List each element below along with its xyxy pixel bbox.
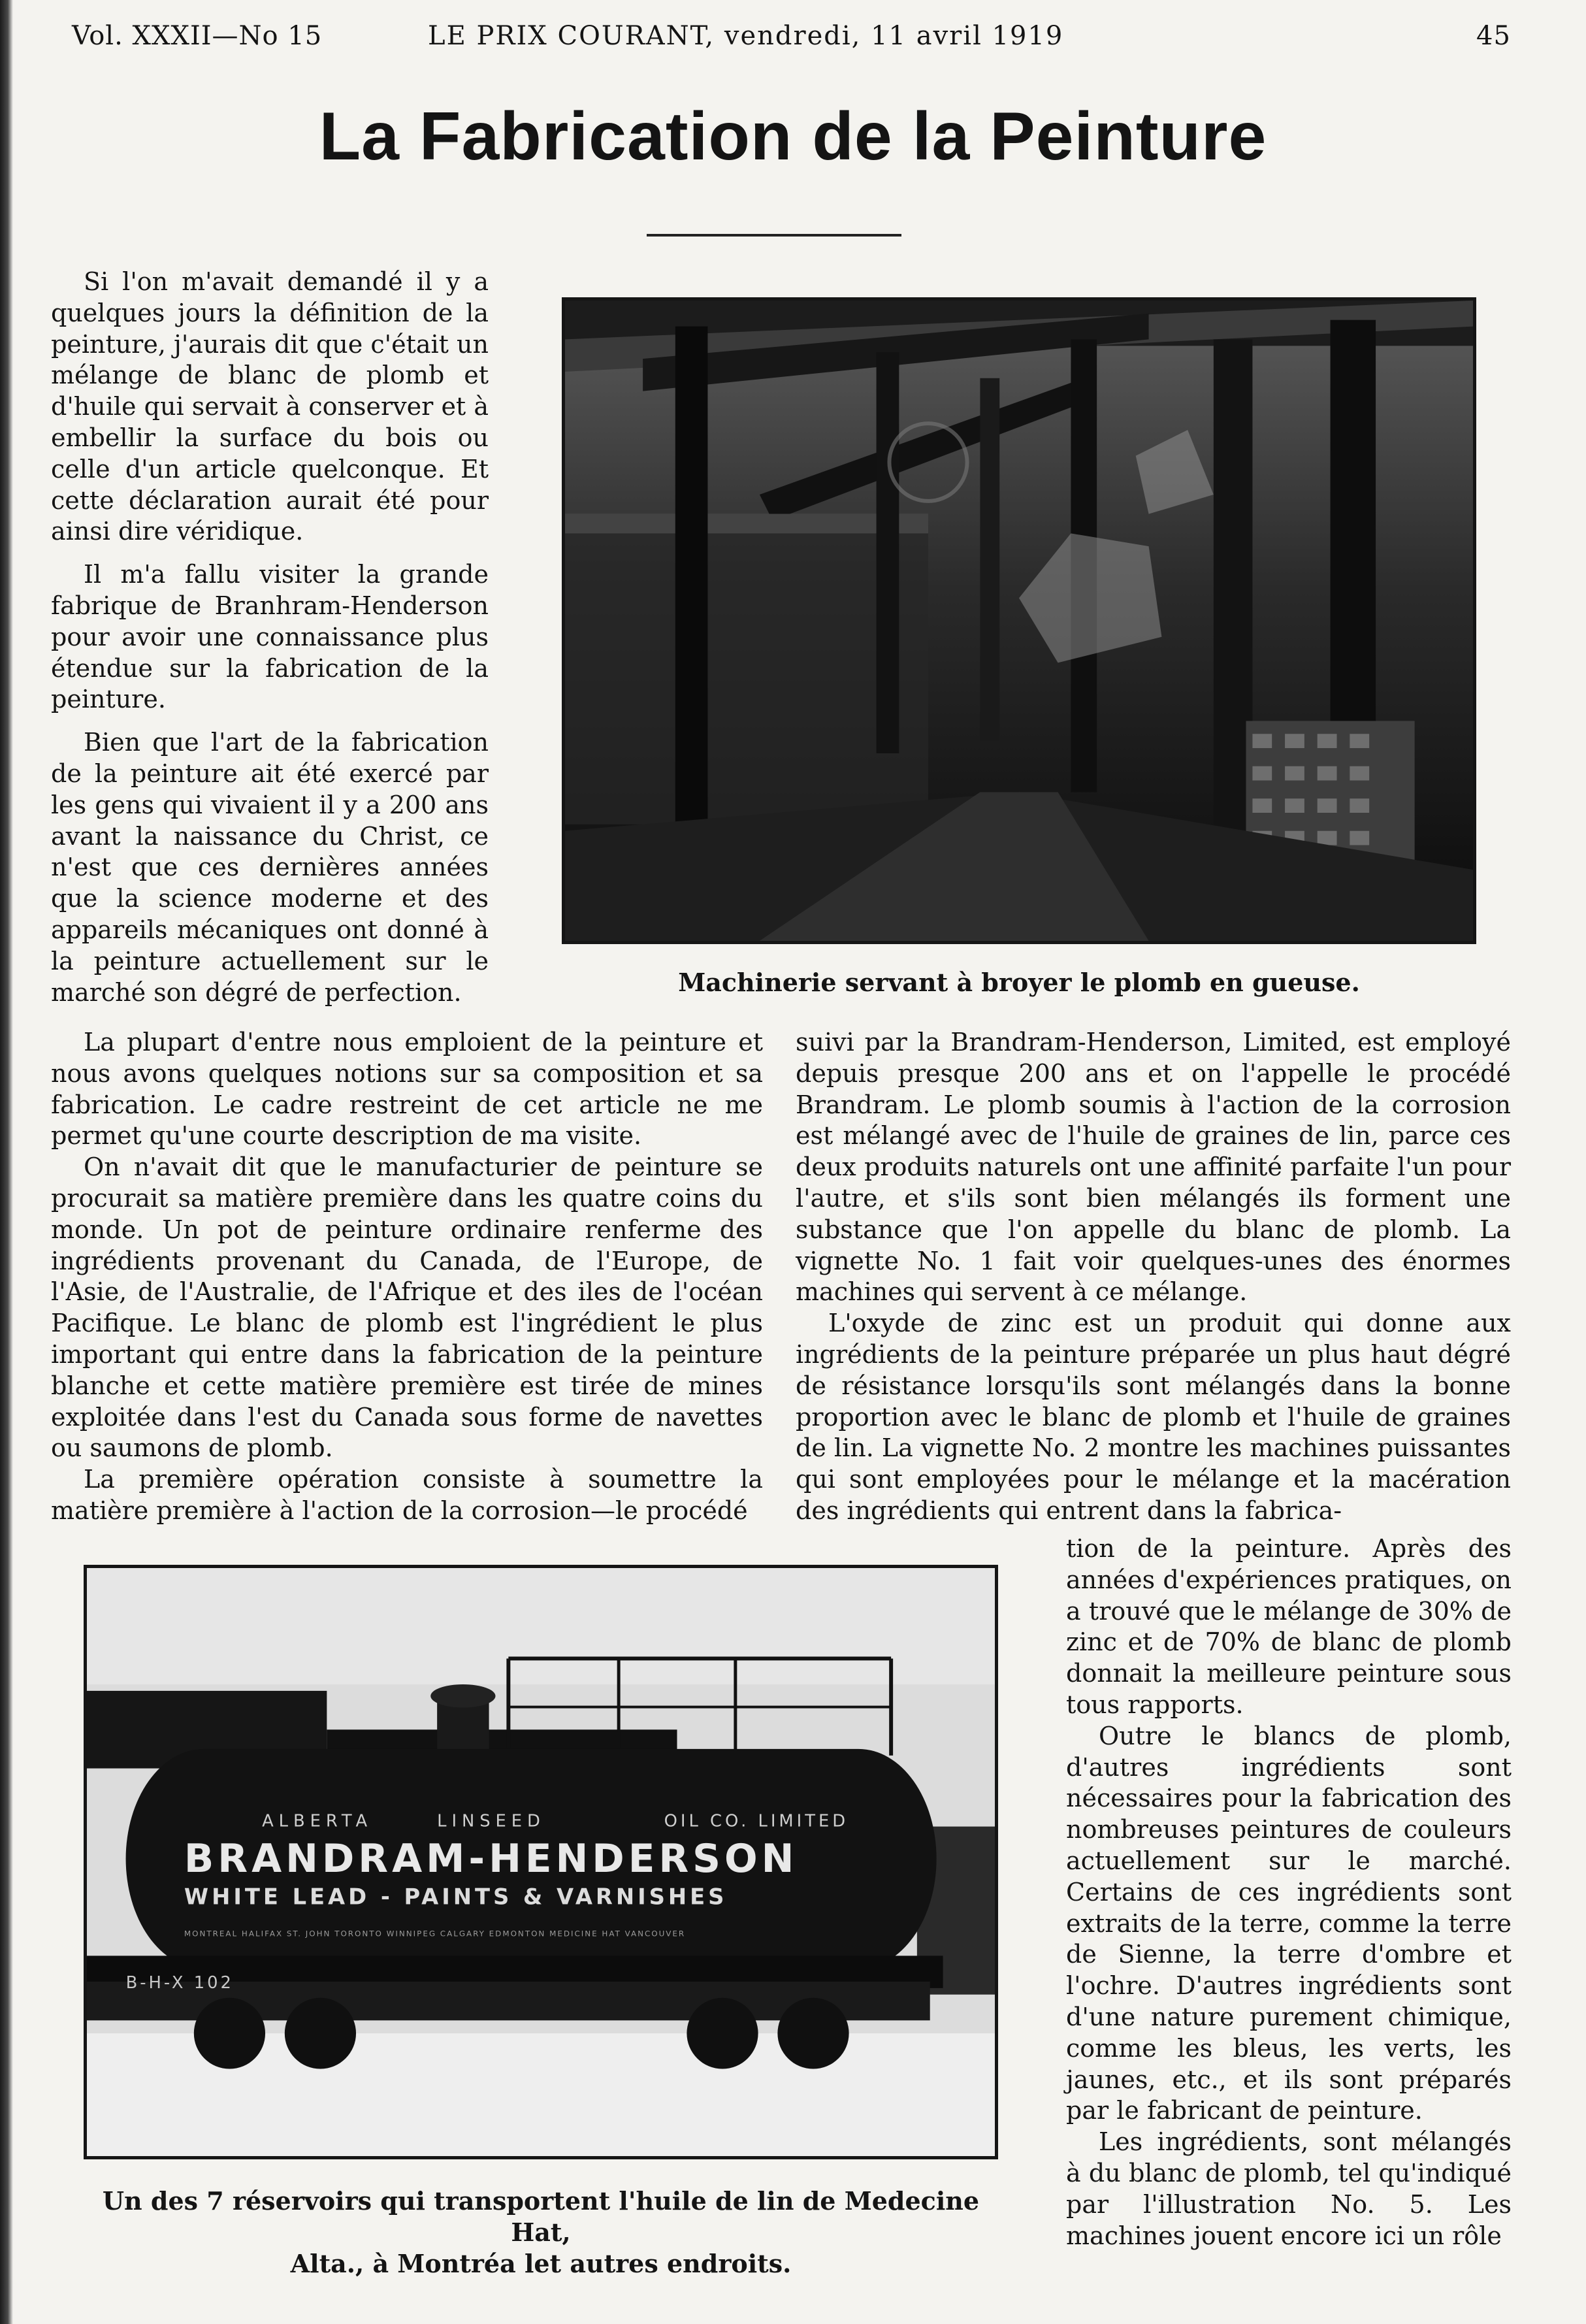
paragraph: La plupart d'entre nous emploient de la peinture et nous avons quelques notions sur sa composition et sa fabrication. Le cadre restreint de cet article ne me permet qu'une courte description de ma visite. bbox=[51, 1028, 763, 1151]
running-header bbox=[72, 21, 1509, 67]
paragraph: L'oxyde de zinc est un produit qui donne aux ingrédients de la peinture préparée un plus haut dégré de résistance lorsqu'ils sont mélangés dans la bonne proportion avec le blanc de plomb et l'huile de graines de lin. La vignette No. 2 montre les machines puissantes qui sont employées pour le mélange et la macération des ingrédients qui entrent dans la fabrica- bbox=[796, 1309, 1511, 1525]
paragraph: Il m'a fallu visiter la grande fabrique de Branhram-Henderson pour avoir une connaissance plus étendue sur la fabrication de la peinture. bbox=[51, 560, 489, 714]
figure-1-caption: Machinerie servant à broyer le plomb en gueuse. bbox=[678, 968, 1360, 997]
figure-2-caption-line-1: Un des 7 réservoirs qui transportent l'huile de lin de Medecine Hat, bbox=[102, 2186, 980, 2247]
right-column-middle bbox=[796, 1027, 1511, 1527]
paragraph: La première opération consiste à soumettre la matière première à l'action de la corrosion—le procédé bbox=[51, 1465, 763, 1525]
figure-2-tank-car-photo bbox=[84, 1565, 998, 2159]
volume-issue: Vol. XXXII—No 15 bbox=[72, 21, 323, 51]
paragraph: Bien que l'art de la fabrication de la peinture ait été exercé par les gens qui vivaient il y a 200 ans avant la naissance du Christ, ce n'est que ces dernières années que la science moderne et des appareils mécaniques ont donné à la peinture actuellement sur le marché son dégré de perfection. bbox=[51, 728, 489, 1007]
right-column-lower bbox=[1066, 1533, 1512, 2251]
figure-2-caption bbox=[84, 2185, 998, 2280]
car-top-mid-text: LINSEED bbox=[437, 1811, 545, 1831]
paragraph: Les ingrédients, sont mélangés à du blanc de plomb, tel qu'indiqué par l'illustration No. 5. Les machines jouent encore ici un rôle bbox=[1066, 2127, 1512, 2250]
car-top-right-text: OIL CO. LIMITED bbox=[664, 1811, 849, 1831]
car-top-left-text: ALBERTA bbox=[262, 1811, 373, 1831]
scan-edge bbox=[0, 0, 13, 2324]
paragraph: suivi par la Brandram-Henderson, Limited, est employé depuis presque 200 ans et on l'appelle le procédé Brandram. Le plomb soumis à l'action de la corrosion est mélangé avec de l'huile de graines de lin, parce ces deux produits naturels ont une affinité parfaite l'un pour l'autre, et s'ils sont bien mélangés ils forment une substance que l'on appelle du blanc de plomb. La vignette No. 1 fait voir quelques-unes des énormes machines qui servent à ce mélange. bbox=[796, 1028, 1511, 1307]
car-number-text: B-H-X 102 bbox=[125, 1972, 234, 1993]
page-number: 45 bbox=[1476, 21, 1511, 51]
figure-2-caption-line-2: Alta., à Montréa let autres endroits. bbox=[290, 2249, 792, 2278]
paragraph: Si l'on m'avait demandé il y a quelques jours la définition de la peinture, j'aurais dit que c'était un mélange de blanc de plomb et d'huile qui servait à conserver et à embellir la surface du bois ou celle d'un article quelconque. Et cette déclaration aurait été pour ainsi dire véridique. bbox=[51, 267, 489, 546]
left-column-main bbox=[51, 1027, 763, 1527]
article-title: La Fabrication de la Peinture bbox=[319, 99, 1267, 174]
paragraph: Outre le blancs de plomb, d'autres ingrédients sont nécessaires pour la fabrication des nombreuses peintures de couleurs actuellement sur le marché. Certains de ces ingrédients sont extraits de la terre, comme la terre de Sienne, la terre d'ombre et l'ochre. D'autres ingrédients sont d'une nature purement chimique, comme les bleus, les verts, les jaunes, etc., et ils sont préparés par le fabricant de peinture. bbox=[1066, 1721, 1512, 2125]
car-cities-text: MONTREAL HALIFAX ST. JOHN TORONTO WINNIPEG CALGARY EDMONTON MEDICINE HAT VANCOUVER bbox=[184, 1929, 686, 1939]
car-brand-text: BRANDRAM-HENDERSON bbox=[184, 1836, 798, 1882]
car-products-text: WHITE LEAD - PAINTS & VARNISHES bbox=[184, 1884, 728, 1910]
figure-1-machinery-photo bbox=[562, 297, 1476, 944]
tank-car-illustration bbox=[87, 1568, 995, 2156]
paragraph: tion de la peinture. Après des années d'expériences pratiques, on a trouvé que le mélange de 30% de zinc et de 70% de blanc de plomb donnait la meilleure peinture sous tous rapports. bbox=[1066, 1534, 1512, 1719]
machinery-illustration bbox=[565, 301, 1473, 941]
publication-line: LE PRIX COURANT, vendredi, 11 avril 1919 bbox=[428, 21, 1064, 51]
left-column-upper bbox=[51, 267, 489, 1008]
title-rule bbox=[647, 234, 901, 237]
paragraph: On n'avait dit que le manufacturier de peinture se procurait sa matière première dans les quatre coins du monde. Un pot de peinture ordinaire renferme des ingrédients provenant du Canada, de l'Europe, de l'Asie, de l'Australie, de l'Afrique et des iles de l'océan Pacifique. Le blanc de plomb est l'ingrédient le plus important qui entre dans la fabrication de la peinture blanche et cette matière première est tirée de mines exploitée dans l'est du Canada sous forme de navettes ou saumons de plomb. bbox=[51, 1153, 763, 1463]
